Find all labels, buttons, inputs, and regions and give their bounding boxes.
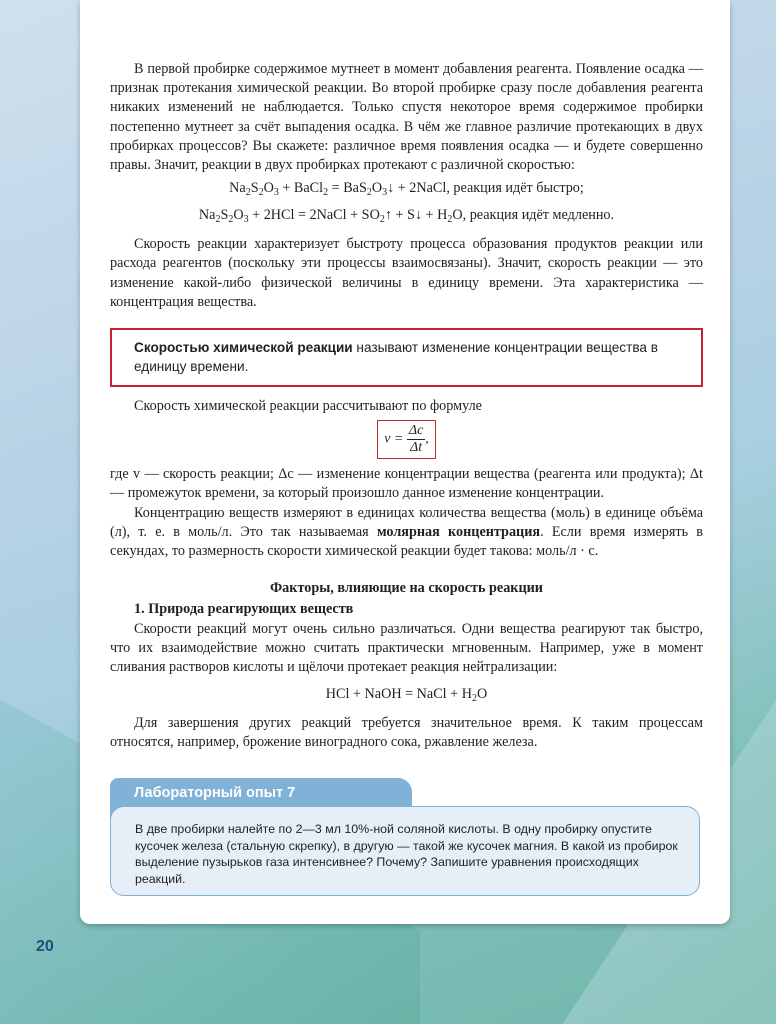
subheading: 1. Природа реагирующих веществ <box>134 601 354 618</box>
lab-title: Лабораторный опыт 7 <box>134 785 296 801</box>
equation-2-comment: , реакция идёт медленно. <box>462 207 615 224</box>
formula-fraction <box>407 423 425 456</box>
paragraph <box>110 504 703 562</box>
velocity-formula <box>377 420 436 459</box>
equation-2: $Na_2S_2O_3 + 2HCl$ = 2NaCl + $SO_2↑$ + S↓ + $H_2O$, реакция идёт медленно. <box>198 207 615 226</box>
definition-box <box>110 328 703 387</box>
formula-denominator: Δt <box>410 440 423 456</box>
definition-text: называют изменение концентрации вещества в единицу времени. <box>134 340 658 375</box>
equation-3: HCl + NaOH = NaCl + $H_2O$ <box>325 686 488 705</box>
paragraph: где v — скорость реакции; Δc — изменение концентрации вещества (реагента или продукта); Δt — промежуток времени, за который произошло данное изменение концентрации. <box>110 466 703 502</box>
equation-1: $Na_2S_2O_3$ + BaCl$_2$ = $BaS_2O_3↓$ + 2NaCl, реакция идёт быстро; <box>229 180 584 199</box>
paragraph: Скорости реакций могут очень сильно различаться. Одни вещества реагируют так быстро, что их взаимодействие можно считать практически мгновенным. Например, уже в момент сливания растворов кислоты и щёлочи протекает реакция нейтрализации: <box>110 620 703 676</box>
formula-numerator: Δc <box>408 423 424 439</box>
formula-intro: Скорость химической реакции рассчитывают по формуле <box>134 398 482 415</box>
lab-experiment-box <box>110 806 700 896</box>
formula-container <box>110 420 703 459</box>
paragraph-text: Концентрацию веществ измеряют в единицах количества вещества (моль) в единице объёма (л), т. е. в моль/л. Это так называемая <box>110 504 703 540</box>
paragraph: Скорость реакции характеризует быстроту процесса образования продуктов реакции или расхода реагентов (поскольку эти процессы взаимосвязаны). Значит, скорость реакции — это изменение какой-либо физической величины в единицу времени. Эта характеристика — концентрация вещества. <box>110 236 703 310</box>
book-page <box>80 0 730 924</box>
lab-text: В две пробирки налейте по 2—3 мл 10%-ной соляной кислоты. В одну пробирку опустите кусочек железа (стальную скрепку), в другую — такой же кусочек магния. В какой из пробирок выделение пузырьков газа интенсивнее? Почему? Запишите уравнения происходящих реакций. <box>135 822 678 886</box>
paragraph: Для завершения других реакций требуется значительное время. К таким процессам относятся, например, брожение виноградного сока, ржавление железа. <box>110 715 703 751</box>
paragraph: В первой пробирке содержимое мутнеет в момент добавления реагента. Появление осадка — признак протекания химической реакции. Во второй пробирке сразу после добавления реагента никаких изменений не наблюдается. Только спустя некоторое время содержимое пробирки постепенно мутнеет за счёт выпадения осадка. В чём же главное различие протекающих в двух пробирках процессов? Вы скажете: различное время появления осадка — и будете совершенно правы. Значит, реакции в двух пробирках протекают с различной скоростью: <box>110 61 703 174</box>
section-heading: Факторы, влияющие на скорость реакции <box>270 580 543 597</box>
formula-tail: , <box>425 431 429 447</box>
bold-term: молярная концентрация <box>376 523 541 540</box>
paragraph-text: . Если время измерять в секундах, то размерность скорости химической реакции будет такова: моль/л · с. <box>110 523 703 560</box>
definition-term: Скоростью химической реакции <box>134 340 353 356</box>
page-number: 20 <box>36 938 54 955</box>
equation-1-comment: , реакция идёт быстро; <box>446 180 584 197</box>
formula-lhs: v = <box>384 431 404 447</box>
page-content <box>110 60 703 753</box>
